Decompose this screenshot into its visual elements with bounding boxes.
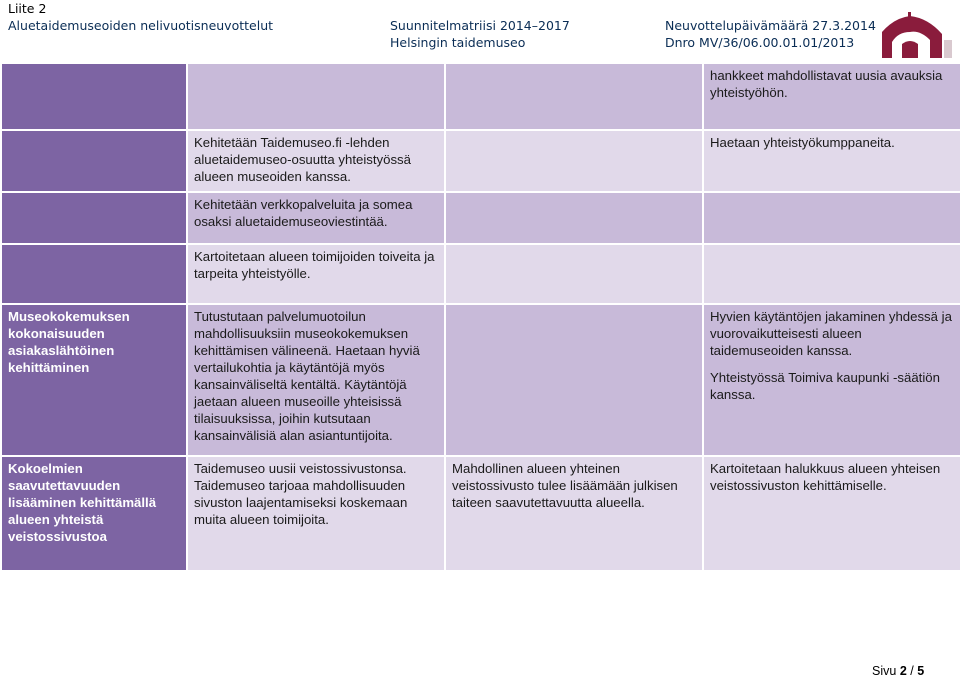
page-total: 5	[917, 664, 925, 678]
strategy-matrix-table	[0, 62, 960, 572]
action-cell	[187, 130, 445, 192]
cooperation-cell	[703, 192, 960, 244]
header-date: Neuvottelupäivämäärä 27.3.2014	[665, 18, 876, 33]
cell-paragraph: Haetaan yhteistyökumppaneita.	[710, 135, 895, 150]
goal-cell	[1, 130, 187, 192]
goal-cell	[1, 244, 187, 304]
header-dnro: Dnro MV/36/06.00.01.01/2013	[665, 35, 855, 50]
impact-cell	[445, 63, 703, 130]
cell-paragraph: Mahdollinen alueen yhteinen veistossivusto tulee lisäämään julkisen taiteen saavutettavuutta alueella.	[452, 461, 678, 510]
impact-cell	[445, 192, 703, 244]
goal-cell	[1, 304, 187, 456]
page-label: Sivu	[872, 664, 897, 678]
page-footer	[872, 664, 924, 678]
goal-text: Kokoelmien saavutettavuuden lisääminen kehittämällä alueen yhteistä veistossivustoa	[8, 461, 157, 544]
table-row	[1, 244, 960, 304]
header-plan-title: Suunnitelmatriisi 2014–2017	[390, 18, 570, 33]
action-cell	[187, 244, 445, 304]
cell-paragraph: Kehitetään Taidemuseo.fi -lehden aluetaidemuseo-osuutta yhteistyössä alueen museoiden kanssa.	[194, 135, 411, 184]
cooperation-cell	[703, 130, 960, 192]
page-separator: /	[910, 664, 914, 678]
attachment-label: Liite 2	[8, 1, 47, 16]
table-row	[1, 456, 960, 571]
cell-paragraph: Kehitetään verkkopalveluita ja somea osaksi aluetaidemuseoviestintää.	[194, 197, 413, 229]
cooperation-cell	[703, 304, 960, 456]
helsinki-crest-logo-icon	[872, 12, 954, 60]
cell-paragraph: Hyvien käytäntöjen jakaminen yhdessä ja vuorovaikutteisesti alueen taidemuseoiden kanssa.	[710, 309, 952, 358]
cell-paragraph: Kartoitetaan alueen toimijoiden toiveita ja tarpeita yhteistyölle.	[194, 249, 435, 281]
action-cell	[187, 456, 445, 571]
cooperation-cell	[703, 244, 960, 304]
goal-cell	[1, 63, 187, 130]
cell-paragraph: hankkeet mahdollistavat uusia avauksia yhteistyöhön.	[710, 68, 943, 100]
impact-cell	[445, 304, 703, 456]
header-organisation: Aluetaidemuseoiden nelivuotisneuvottelut	[8, 18, 274, 33]
action-cell	[187, 63, 445, 130]
cooperation-cell	[703, 63, 960, 130]
impact-cell	[445, 456, 703, 571]
impact-cell	[445, 244, 703, 304]
action-cell	[187, 192, 445, 244]
goal-text: Museokokemuksen kokonaisuuden asiakaslähtöinen kehittäminen	[8, 309, 130, 375]
cell-paragraph: Taidemuseo uusii veistossivustonsa. Taidemuseo tarjoaa mahdollisuuden sivuston laajentamiseksi koskemaan muita alueen toimijoita.	[194, 461, 408, 527]
cell-paragraph: Kartoitetaan halukkuus alueen yhteisen veistossivuston kehittämiselle.	[710, 461, 941, 493]
goal-cell	[1, 456, 187, 571]
table-row	[1, 304, 960, 456]
cell-paragraph: Yhteistyössä Toimiva kaupunki -säätiön kanssa.	[710, 370, 940, 402]
header-museum: Helsingin taidemuseo	[390, 35, 526, 50]
table-row	[1, 63, 960, 130]
table-row	[1, 130, 960, 192]
cooperation-cell	[703, 456, 960, 571]
cell-paragraph: Tutustutaan palvelumuotoilun mahdollisuuksiin museokokemuksen kehittämisen välineenä. Haetaan hyviä vertailukohtia ja käytäntöjä myös kansainväliseltä kentältä. Käytäntöjä jaetaan alueen museoille yhteisissä tilaisuuksissa, joihin kutsutaan kansainvälisiä alan asiantuntijoita.	[194, 309, 420, 443]
impact-cell	[445, 130, 703, 192]
table-row	[1, 192, 960, 244]
goal-cell	[1, 192, 187, 244]
page-number: 2	[899, 664, 907, 678]
action-cell	[187, 304, 445, 456]
